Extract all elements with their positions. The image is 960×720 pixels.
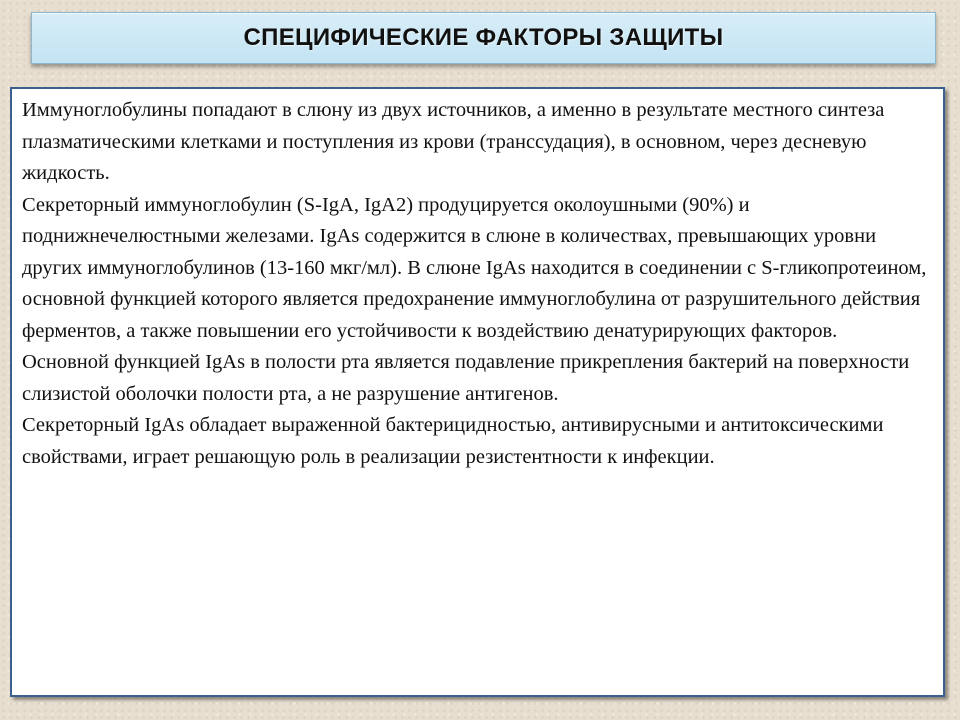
paragraph-sources: Иммуноглобулины попадают в слюну из двух источников, а именно в результате местного синтеза плазматическими клетками и поступления из крови (транссудация), в основном, через десневую жидкость. <box>22 99 885 184</box>
slide-title-bar <box>31 12 936 64</box>
paragraph-secretory-iga: Секреторный иммуноглобулин (S-IgA, IgA2) продуцируется околоушными (90%) и поднижнечелюстными железами. IgAs содержится в слюне в количествах, превышающих уровни других иммуноглобулинов (13-160 мкг/мл). В слюне IgAs находится в соединении с S-гликопротеином, основной функцией которого является предохранение иммуноглобулина от разрушительного действия ферментов, а также повышении его устойчивости к воздействию денатурирующих факторов. <box>22 193 927 342</box>
slide-title: СПЕЦИФИЧЕСКИЕ ФАКТОРЫ ЗАЩИТЫ <box>243 24 724 51</box>
content-box <box>10 87 945 697</box>
paragraph-properties: Секреторный IgAs обладает выраженной бактерицидностью, антивирусными и антитоксическими свойствами, играет решающую роль в реализации резистентности к инфекции. <box>22 414 884 468</box>
paragraph-main-function: Основной функцией IgAs в полости рта является подавление прикрепления бактерий на поверхности слизистой оболочки полости рта, а не разрушение антигенов. <box>22 351 910 405</box>
